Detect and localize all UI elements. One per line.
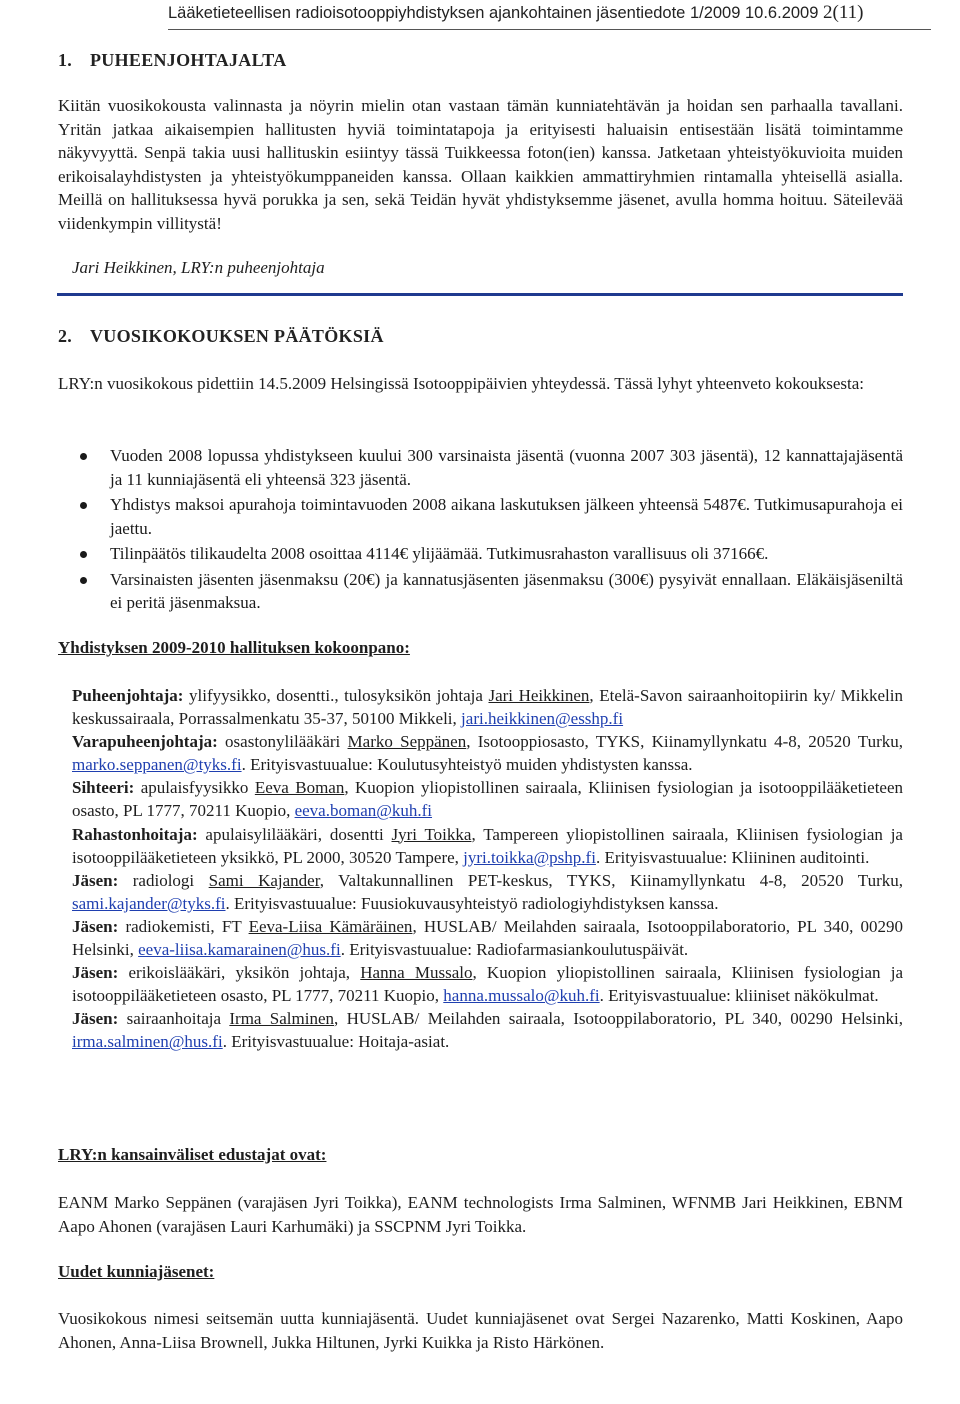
chair-paragraph: Kiitän vuosikokousta valinnasta ja nöyrin mielin otan vastaan tämän kunniatehtävän ja hoidan sen parhaalla tavallani. Yritän jatkaa aikaisempien hallitusten hyviä toimintatapoja ja erityisesti haluaisin entisestään lisätä toimintamme näkyvyyttä. Senpä takia uusi hallituskin esiintyy tässä Tuikkeessa foton(ien) kanssa. Jatketaan yhteistyökuvioita muiden erikoisalayhdistysten ja yhteistyökumppaneiden kanssa. Ollaan kaikkien ammattiryhmien rintamalla yhteisellä asialla. Meillä on hallituksessa hyvä porukka ja sen, sekä Teidän hyvät yhdistyksemme jäsenet, avulla homma hoituu. Säteilevää viidenkympin villitystä!: [58, 96, 903, 233]
section-1-title-text: PUHEENJOHTAJALTA: [90, 50, 287, 70]
header-text: Lääketieteellisen radioisotooppiyhdistyksen ajankohtainen jäsentiedote 1/2009 10.6.2009: [168, 4, 819, 22]
header-rule: [168, 29, 931, 30]
role-description: radiologi: [118, 870, 209, 890]
list-item-text: Vuoden 2008 lopussa yhdistykseen kuului 300 varsinaista jäsentä (vuonna 2007 303 jäsentä), 12 kannattajajäsentä ja 11 kunniajäsentä eli yhteensä 323 jäsentä.: [110, 446, 903, 489]
list-item-text: Yhdistys maksoi apurahoja toimintavuoden 2008 aikana laskutuksen jälkeen yhteensä 5487€. Tutkimusapurahoja ei jaettu.: [110, 495, 903, 538]
member-address: , Tampereen yliopistollinen sairaala, Kliinisen fysiologian ja isotooppilääketieteen yksikkö, PL 2000, 30520 Tampere,: [72, 824, 903, 867]
email-link[interactable]: hanna.mussalo@kuh.fi: [443, 986, 600, 1006]
bullet-icon: [80, 577, 87, 584]
role-label: Rahastonhoitaja:: [72, 824, 198, 844]
role-description: sairaanhoitaja: [118, 1009, 230, 1029]
member-responsibility: . Erityisvastuualue: kliiniset näkökulmat.: [599, 986, 879, 1006]
list-item: [58, 542, 903, 566]
page-number: 2(11): [823, 2, 864, 23]
section-1-title: [58, 50, 287, 71]
role-label: Jäsen:: [72, 963, 119, 983]
board-entry-secretary: [72, 776, 903, 822]
email-link[interactable]: jyri.toikka@pshp.fi: [463, 847, 596, 867]
member-responsibility: . Erityisvastuualue: Radiofarmasiankoulutuspäivät.: [340, 940, 689, 960]
meeting-summary-list: [58, 444, 903, 617]
email-link[interactable]: eeva-liisa.kamarainen@hus.fi: [138, 940, 341, 960]
list-item: [58, 493, 903, 540]
chair-signature: Jari Heikkinen, LRY:n puheenjohtaja: [72, 258, 325, 277]
email-link[interactable]: marko.seppanen@tyks.fi: [72, 755, 242, 775]
member-responsibility: . Erityisvastuualue: Fuusiokuvausyhteistyö radiologiyhdistyksen kanssa.: [225, 893, 719, 913]
board-entry-member: [72, 915, 903, 961]
member-responsibility: . Erityisvastuualue: Kliininen auditointi.: [595, 847, 870, 867]
role-label: Sihteeri:: [72, 778, 135, 798]
email-link[interactable]: sami.kajander@tyks.fi: [72, 893, 226, 913]
email-link[interactable]: jari.heikkinen@esshp.fi: [461, 709, 624, 729]
member-responsibility: . Erityisvastuualue: Hoitaja-asiat.: [222, 1032, 450, 1052]
member-name-link[interactable]: Eeva Boman: [254, 778, 345, 798]
list-item: [58, 444, 903, 491]
role-description: erikoislääkäri, yksikön johtaja,: [118, 963, 361, 983]
role-description: osastonylilääkäri: [217, 732, 348, 752]
member-name-link[interactable]: Sami Kajander: [208, 870, 320, 890]
section-2-number: 2.: [58, 326, 73, 346]
role-label: Puheenjohtaja:: [72, 686, 184, 705]
member-address: , Kuopion yliopistollinen sairaala, Kliinisen fysiologian ja isotooppilääketieteen osasto, PL 1777, 70211 Kuopio,: [72, 778, 904, 821]
member-address: , Etelä-Savon sairaanhoitopiirin ky/ Mikkelin keskussairaala, Porrassalmenkatu 35-37, 50100 Mikkeli,: [72, 686, 903, 729]
board-entry-member: [72, 1007, 903, 1053]
role-label: Jäsen:: [72, 870, 119, 890]
member-address: , HUSLAB/ Meilahden sairaala, Isotooppilaboratorio, PL 340, 00290 Helsinki,: [72, 916, 903, 960]
member-name-link[interactable]: Hanna Mussalo: [360, 963, 473, 983]
honorary-paragraph: Vuosikokous nimesi seitsemän uutta kunniajäsentä. Uudet kunniajäsenet ovat Sergei Nazarenko, Matti Koskinen, Aapo Ahonen, Anna-Liisa Brownell, Jukka Hiltunen, Jyrki Kuikka ja Risto Härkönen.: [58, 1309, 903, 1352]
member-name-link[interactable]: Irma Salminen: [229, 1009, 335, 1029]
list-item: [58, 568, 903, 615]
member-name-link[interactable]: Eeva-Liisa Kämäräinen: [248, 916, 413, 936]
member-responsibility: . Erityisvastuualue: Koulutusyhteistyö muiden yhdistysten kanssa.: [241, 755, 693, 775]
bullet-icon: [80, 453, 87, 460]
email-link[interactable]: eeva.boman@kuh.fi: [294, 801, 433, 821]
role-description: radiokemisti, FT: [118, 916, 249, 936]
member-address: , Kuopion yliopistollinen sairaala, Kliinisen fysiologian ja isotooppilääketieteen osasto, PL 1777, 70211 Kuopio,: [72, 963, 903, 1006]
list-item-text: Tilinpäätös tilikaudelta 2008 osoittaa 4114€ ylijäämää. Tutkimusrahaston varallisuus oli 37166€.: [110, 544, 769, 563]
board-entry-member: [72, 869, 903, 915]
member-name-link[interactable]: Jyri Toikka: [391, 824, 472, 844]
role-description: apulaisylilääkäri, dosentti: [197, 824, 392, 844]
bullet-icon: [80, 502, 87, 509]
section-1-number: 1.: [58, 50, 73, 70]
bullet-icon: [80, 551, 87, 558]
board-entry-member: [72, 961, 903, 1007]
meeting-intro: LRY:n vuosikokous pidettiin 14.5.2009 Helsingissä Isotooppipäivien yhteydessä. Tässä lyhyt yhteenveto kokouksesta:: [58, 374, 865, 393]
list-item-text: Varsinaisten jäsenten jäsenmaksu (20€) ja kannatusjäsenten jäsenmaksu (300€) pysyivät ennallaan. Eläkäisjäseniltä ei peritä jäsenmaksua.: [110, 569, 903, 612]
role-label: Jäsen:: [72, 916, 119, 936]
international-heading: LRY:n kansainväliset edustajat ovat:: [58, 1145, 327, 1164]
page-header: [168, 0, 928, 30]
role-label: Jäsen:: [72, 1009, 119, 1029]
section-2-title: [58, 326, 384, 347]
role-description: apulaisfyysikko: [134, 778, 255, 798]
member-address: , Valtakunnallinen PET-keskus, TYKS, Kiinamyllynkatu 4-8, 20520 Turku,: [319, 870, 903, 890]
board-members: [72, 684, 903, 1054]
role-description: ylifyysikko, dosentti., tulosyksikön johtaja: [183, 686, 489, 705]
member-name-link[interactable]: Marko Seppänen: [347, 732, 467, 752]
member-name-link[interactable]: Jari Heikkinen: [488, 686, 590, 705]
email-link[interactable]: irma.salminen@hus.fi: [72, 1032, 223, 1052]
international-paragraph: EANM Marko Seppänen (varajäsen Jyri Toikka), EANM technologists Irma Salminen, WFNMB Jari Heikkinen, EBNM Aapo Ahonen (varajäsen Lauri Karhumäki) ja SSCPNM Jyri Toikka.: [58, 1193, 903, 1236]
section-divider: [57, 293, 903, 296]
member-address: , HUSLAB/ Meilahden sairaala, Isotooppilaboratorio, PL 340, 00290 Helsinki,: [334, 1009, 903, 1029]
honorary-heading: Uudet kunniajäsenet:: [58, 1262, 215, 1281]
board-entry-chair: [72, 684, 903, 730]
board-entry-vice-chair: [72, 730, 903, 776]
role-label: Varapuheenjohtaja:: [72, 732, 218, 752]
section-2-title-text: VUOSIKOKOUKSEN PÄÄTÖKSIÄ: [90, 326, 384, 346]
member-address: , Isotooppiosasto, TYKS, Kiinamyllynkatu 4-8, 20520 Turku,: [466, 732, 903, 752]
board-entry-treasurer: [72, 823, 903, 869]
board-heading: Yhdistyksen 2009-2010 hallituksen kokoonpano:: [58, 638, 410, 657]
